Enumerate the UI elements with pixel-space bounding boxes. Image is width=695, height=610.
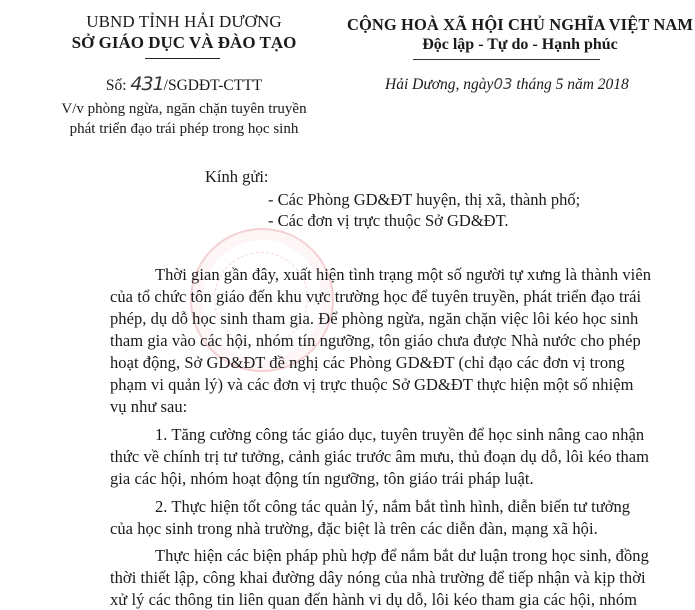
body-line: 2. Thực hiện tốt công tác quản lý, nắm bắt tình hình, diễn biến tư tưởng [155, 497, 631, 516]
body-line: xử lý các thông tin liên quan đến hành vi dụ dỗ, lôi kéo tham gia các hội, nhóm [110, 590, 638, 609]
national-title: CỘNG HOÀ XÃ HỘI CHỦ NGHĨA VIỆT NAM [346, 15, 694, 34]
issuing-authority: SỞ GIÁO DỤC VÀ ĐÀO TẠO [71, 33, 297, 52]
header-left-divider [145, 58, 220, 59]
document-number [0, 73, 368, 95]
body-line: gia các hội, nhóm hoạt động tín ngưỡng, tôn giáo trái pháp luật. [110, 469, 534, 488]
body-line: 1. Tăng cường công tác giáo dục, tuyên truyền để học sinh nâng cao nhận [155, 425, 645, 444]
document-number-label: Số: [105, 77, 127, 94]
place-date-suffix: tháng 5 năm 2018 [516, 76, 629, 93]
subject-line-1: V/v phòng ngừa, ngăn chặn tuyên truyền [61, 101, 307, 117]
document-number-handwritten: 431 [130, 73, 164, 95]
body-line: thức về chính trị tư tưởng, cảnh giác trước âm mưu, thủ đoạn dụ dỗ, lôi kéo tham [110, 447, 650, 466]
body-line: hoạt động, Sở GD&ĐT đề nghị các Phòng GD&ĐT (chỉ đạo các đơn vị trong [110, 353, 625, 372]
national-motto: Độc lập - Tự do - Hạnh phúc [422, 36, 618, 53]
recipients-greeting: Kính gửi: [205, 167, 269, 186]
place-and-date [385, 75, 629, 94]
subject-line-2: phát triển đạo trái phép trong học sinh [69, 121, 299, 137]
body-line: phạm vi quản lý) và các đơn vị trực thuộc Sở GD&ĐT thực hiện một số nhiệm [110, 375, 634, 394]
body-line: Thực hiện các biện pháp phù hợp để nắm bắt dư luận trong học sinh, đồng [155, 546, 649, 565]
body-line: thời thiết lập, công khai đường dây nóng của nhà trường để tiếp nhận và kịp thời [110, 568, 646, 587]
body-line: của tổ chức tôn giáo đến khu vực trường học để tuyên truyền, phát triển đạo trái [110, 287, 642, 306]
body-line: vụ như sau: [110, 397, 188, 416]
body-line: Thời gian gần đây, xuất hiện tình trạng một số người tự xưng là thành viên [155, 265, 651, 284]
recipient-item: - Các đơn vị trực thuộc Sở GD&ĐT. [268, 211, 509, 230]
issuing-authority-parent: UBND TỈNH HẢI DƯƠNG [86, 12, 282, 31]
recipient-item: - Các Phòng GD&ĐT huyện, thị xã, thành phố; [268, 190, 581, 209]
body-line: tham gia vào các hội, nhóm tín ngưỡng, tôn giáo chưa được Nhà nước cho phép [110, 331, 641, 350]
header-right-divider [413, 59, 600, 60]
place-date-day-handwritten: 03 [493, 75, 513, 93]
body-line: của học sinh trong nhà trường, đặc biệt là trên các diễn đàn, mạng xã hội. [110, 519, 598, 538]
document-number-suffix: /SGDĐT-CTTT [163, 77, 263, 94]
place-date-prefix: Hải Dương, ngày [385, 76, 494, 93]
body-line: phép, dụ dỗ học sinh tham gia. Để phòng ngừa, ngăn chặn việc lôi kéo học sinh [110, 309, 639, 328]
